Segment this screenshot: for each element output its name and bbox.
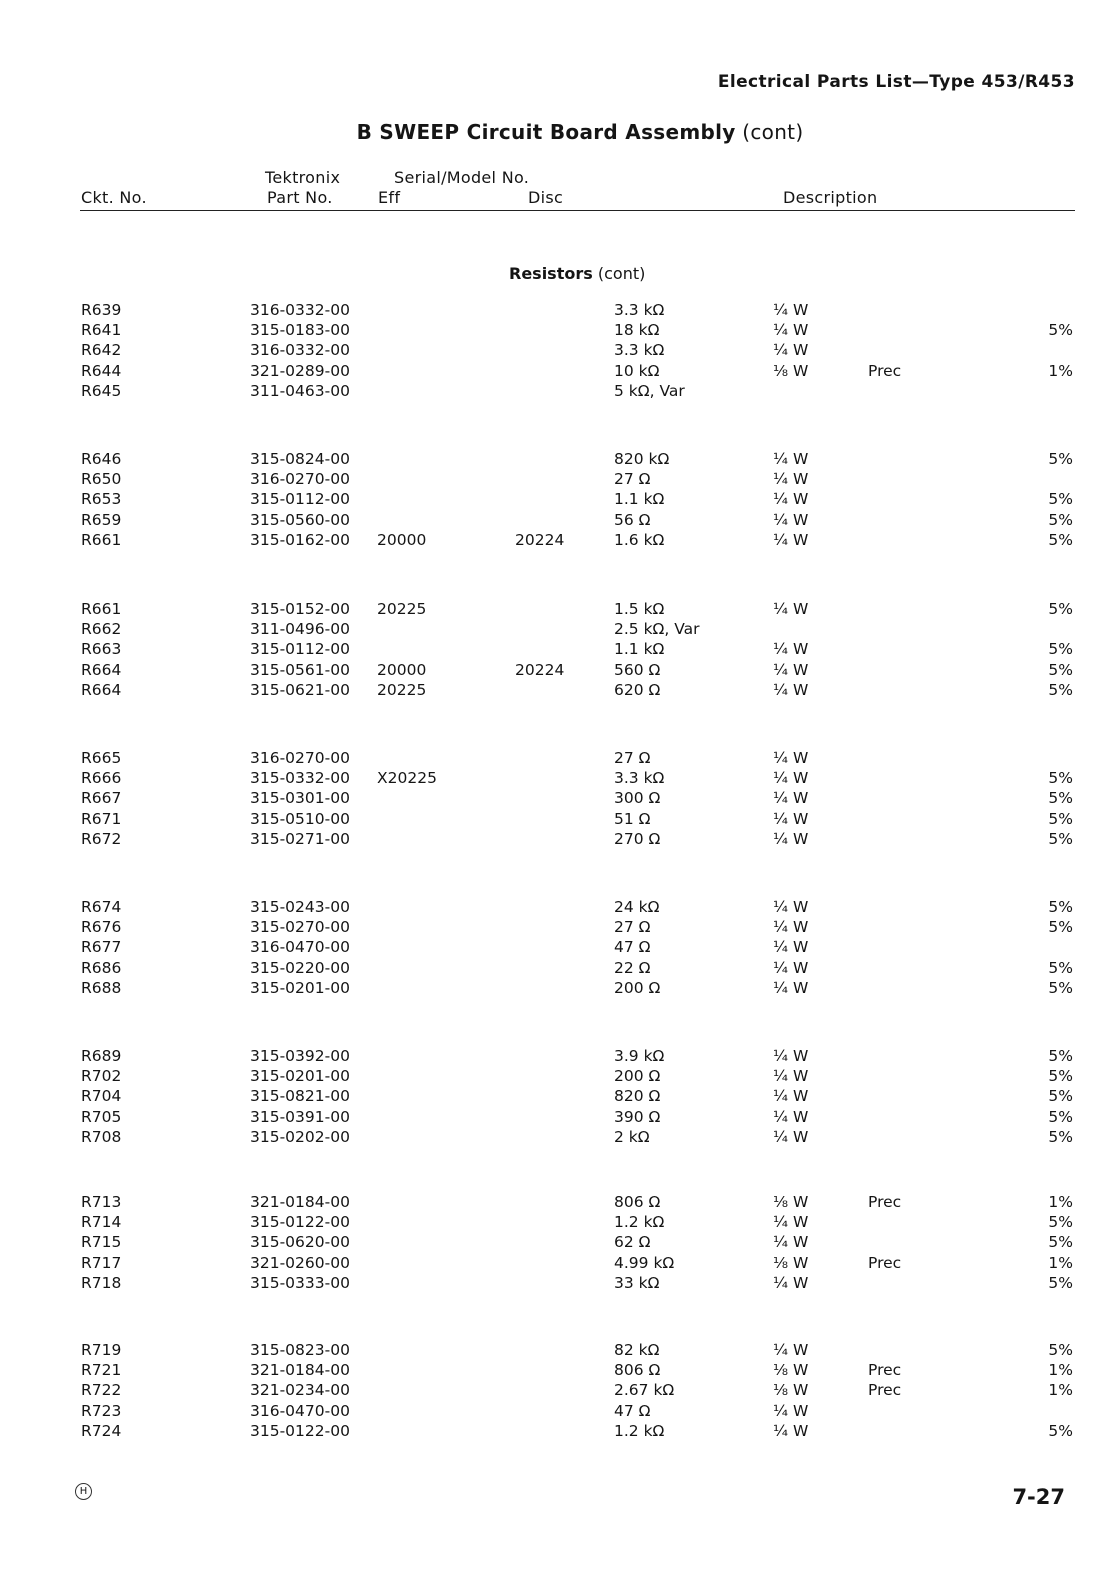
cell-ckt: R714 [81,1213,122,1232]
cell-part: 315-0510-00 [250,809,350,828]
cell-part: 315-0301-00 [250,789,350,808]
cell-part: 315-0112-00 [250,640,350,659]
cell-ckt: R723 [81,1401,122,1420]
cell-watt: ¼ W [773,301,809,319]
cell-ckt: R642 [81,341,122,360]
cell-tol: 1% [1048,1381,1073,1400]
table-row [0,830,1107,850]
table-row [0,789,1107,809]
cell-value: 3.3 kΩ [614,769,665,788]
cell-ckt: R665 [81,749,122,767]
page-number: 7-27 [1012,1485,1065,1509]
cell-watt: ¼ W [773,958,809,977]
cell-prec: Prec [868,1253,902,1272]
cell-watt: ¼ W [773,1421,809,1440]
cell-tol: 5% [1048,490,1073,509]
cell-ckt: R674 [81,898,122,916]
row-group [0,749,1107,850]
cell-part: 315-0821-00 [250,1087,350,1106]
cell-watt: ¼ W [773,789,809,808]
cell-ckt: R650 [81,470,122,489]
cell-watt: ¼ W [773,1273,809,1292]
cell-ckt: R677 [81,938,122,957]
cell-part: 315-0122-00 [250,1213,350,1232]
table-row [0,362,1107,382]
cell-ckt: R653 [81,490,122,509]
cell-ckt: R686 [81,958,122,977]
cell-tol: 5% [1048,958,1073,977]
cell-value: 27 Ω [614,749,651,767]
table-row [0,959,1107,979]
cell-part: 315-0202-00 [250,1127,350,1146]
cell-part: 315-0162-00 [250,530,350,549]
cell-watt: ⅛ W [773,1361,809,1380]
cell-part: 316-0470-00 [250,938,350,957]
table-row [0,1128,1107,1148]
cell-value: 3.3 kΩ [614,301,665,319]
cell-tol: 5% [1048,1107,1073,1126]
table-row [0,1067,1107,1087]
table-row [0,1274,1107,1294]
cell-watt: ¼ W [773,470,809,489]
cell-ckt: R724 [81,1421,122,1440]
cell-value: 51 Ω [614,809,651,828]
cell-value: 1.2 kΩ [614,1213,665,1232]
cell-value: 200 Ω [614,978,661,997]
table-row [0,918,1107,938]
cell-watt: ¼ W [773,1067,809,1086]
cell-part: 321-0184-00 [250,1361,350,1380]
table-row [0,749,1107,769]
table-row [0,1361,1107,1381]
cell-part: 321-0289-00 [250,361,350,380]
cell-part: 315-0824-00 [250,450,350,468]
section-title-main: Resistors [509,264,593,283]
cell-tol: 5% [1048,640,1073,659]
cell-value: 2.67 kΩ [614,1381,675,1400]
cell-tol: 1% [1048,361,1073,380]
cell-tol: 5% [1048,680,1073,699]
cell-part: 315-0560-00 [250,510,350,529]
cell-watt: ⅛ W [773,1381,809,1400]
cell-value: 62 Ω [614,1233,651,1252]
cell-tol: 5% [1048,450,1073,468]
cell-eff: 20225 [377,680,427,699]
cell-ckt: R713 [81,1193,122,1211]
cell-value: 1.1 kΩ [614,490,665,509]
row-group [0,1341,1107,1442]
table-row [0,1233,1107,1253]
cell-ckt: R659 [81,510,122,529]
assembly-title [0,120,1107,144]
section-title [509,264,645,283]
row-group [0,600,1107,701]
cell-tol: 5% [1048,1087,1073,1106]
table-row [0,898,1107,918]
cell-value: 24 kΩ [614,898,660,916]
table-row [0,382,1107,402]
cell-part: 315-0620-00 [250,1233,350,1252]
cell-prec: Prec [868,361,902,380]
cell-ckt: R718 [81,1273,122,1292]
cell-part: 315-0201-00 [250,1067,350,1086]
cell-ckt: R645 [81,381,122,400]
cell-tol: 5% [1048,789,1073,808]
col-head-tektronix: Tektronix [265,168,341,187]
cell-watt: ¼ W [773,1127,809,1146]
cell-ckt: R663 [81,640,122,659]
cell-ckt: R722 [81,1381,122,1400]
cell-part: 315-0823-00 [250,1341,350,1359]
cell-value: 270 Ω [614,829,661,848]
cell-value: 47 Ω [614,1401,651,1420]
cell-part: 315-0333-00 [250,1273,350,1292]
assembly-title-main: B SWEEP Circuit Board Assembly [356,120,736,144]
col-head-serial: Serial/Model No. [394,168,530,187]
cell-ckt: R641 [81,321,122,340]
cell-tol: 5% [1048,1421,1073,1440]
cell-tol: 5% [1048,898,1073,916]
cell-tol: 5% [1048,1127,1073,1146]
cell-tol: 5% [1048,1047,1073,1065]
table-row [0,301,1107,321]
cell-value: 18 kΩ [614,321,660,340]
cell-watt: ¼ W [773,341,809,360]
table-row [0,681,1107,701]
cell-value: 560 Ω [614,660,661,679]
table-row [0,531,1107,551]
cell-watt: ⅛ W [773,361,809,380]
cell-watt: ¼ W [773,918,809,937]
cell-value: 806 Ω [614,1361,661,1380]
cell-watt: ¼ W [773,809,809,828]
cell-watt: ¼ W [773,660,809,679]
table-row [0,1047,1107,1067]
cell-value: 620 Ω [614,680,661,699]
cell-watt: ¼ W [773,829,809,848]
cell-value: 2 kΩ [614,1127,650,1146]
cell-ckt: R719 [81,1341,122,1359]
cell-value: 47 Ω [614,938,651,957]
cell-ckt: R708 [81,1127,122,1146]
header-rule [80,210,1075,211]
cell-tol: 5% [1048,1213,1073,1232]
table-row [0,1213,1107,1233]
cell-watt: ¼ W [773,510,809,529]
cell-ckt: R664 [81,680,122,699]
cell-watt: ¼ W [773,680,809,699]
col-head-disc: Disc [528,188,564,207]
cell-tol: 5% [1048,1341,1073,1359]
row-group [0,450,1107,551]
cell-value: 2.5 kΩ, Var [614,620,700,639]
cell-part: 311-0496-00 [250,620,350,639]
cell-watt: ¼ W [773,450,809,468]
row-group [0,301,1107,402]
cell-ckt: R666 [81,769,122,788]
cell-part: 315-0201-00 [250,978,350,997]
table-row [0,1402,1107,1422]
cell-part: 321-0260-00 [250,1253,350,1272]
cell-tol: 5% [1048,510,1073,529]
cell-eff: X20225 [377,769,437,788]
cell-watt: ¼ W [773,938,809,957]
cell-part: 315-0621-00 [250,680,350,699]
cell-ckt: R676 [81,918,122,937]
table-row [0,1193,1107,1213]
col-head-ckt: Ckt. No. [81,188,147,207]
cell-watt: ⅛ W [773,1253,809,1272]
cell-tol: 5% [1048,1273,1073,1292]
cell-watt: ¼ W [773,1401,809,1420]
cell-watt: ¼ W [773,490,809,509]
row-group [0,898,1107,999]
cell-ckt: R662 [81,620,122,639]
cell-value: 56 Ω [614,510,651,529]
cell-part: 315-0152-00 [250,600,350,618]
cell-part: 316-0332-00 [250,341,350,360]
cell-value: 33 kΩ [614,1273,660,1292]
cell-tol: 5% [1048,978,1073,997]
cell-ckt: R667 [81,789,122,808]
publisher-logo: H [75,1483,92,1500]
cell-value: 200 Ω [614,1067,661,1086]
col-head-partno: Part No. [267,188,333,207]
cell-ckt: R689 [81,1047,122,1065]
cell-ckt: R721 [81,1361,122,1380]
table-row [0,1422,1107,1442]
cell-eff: 20225 [377,600,427,618]
table-row [0,490,1107,510]
cell-part: 315-0271-00 [250,829,350,848]
cell-watt: ¼ W [773,1341,809,1359]
cell-tol: 5% [1048,1067,1073,1086]
table-row [0,620,1107,640]
cell-ckt: R702 [81,1067,122,1086]
cell-tol: 5% [1048,918,1073,937]
table-row [0,1108,1107,1128]
cell-value: 4.99 kΩ [614,1253,675,1272]
cell-part: 315-0183-00 [250,321,350,340]
cell-part: 315-0270-00 [250,918,350,937]
cell-value: 10 kΩ [614,361,660,380]
cell-part: 316-0332-00 [250,301,350,319]
row-group [0,1047,1107,1148]
cell-value: 5 kΩ, Var [614,381,685,400]
cell-part: 315-0392-00 [250,1047,350,1065]
cell-ckt: R705 [81,1107,122,1126]
table-row [0,1087,1107,1107]
cell-part: 316-0270-00 [250,749,350,767]
cell-disc: 20224 [515,660,565,679]
cell-tol: 5% [1048,769,1073,788]
cell-part: 316-0470-00 [250,1401,350,1420]
cell-tol: 1% [1048,1253,1073,1272]
cell-watt: ¼ W [773,321,809,340]
cell-tol: 5% [1048,321,1073,340]
table-row [0,1341,1107,1361]
cell-ckt: R639 [81,301,122,319]
cell-value: 390 Ω [614,1107,661,1126]
document-title: Electrical Parts List—Type 453/R453 [717,72,1075,92]
cell-value: 1.6 kΩ [614,530,665,549]
cell-ckt: R717 [81,1253,122,1272]
cell-ckt: R672 [81,829,122,848]
cell-watt: ¼ W [773,1213,809,1232]
table-row [0,470,1107,490]
cell-watt: ¼ W [773,1233,809,1252]
cell-watt: ¼ W [773,769,809,788]
cell-ckt: R664 [81,660,122,679]
cell-prec: Prec [868,1193,902,1211]
cell-ckt: R661 [81,600,122,618]
cell-tol: 1% [1048,1361,1073,1380]
table-row [0,600,1107,620]
row-group [0,1193,1107,1294]
cell-value: 3.9 kΩ [614,1047,665,1065]
cell-tol: 1% [1048,1193,1073,1211]
cell-tol: 5% [1048,809,1073,828]
cell-watt: ¼ W [773,978,809,997]
table-row [0,450,1107,470]
cell-part: 315-0391-00 [250,1107,350,1126]
cell-part: 315-0332-00 [250,769,350,788]
table-row [0,321,1107,341]
table-row [0,938,1107,958]
cell-eff: 20000 [377,530,427,549]
cell-value: 82 kΩ [614,1341,660,1359]
section-title-suffix: (cont) [597,264,646,283]
table-row [0,769,1107,789]
table-row [0,661,1107,681]
cell-ckt: R715 [81,1233,122,1252]
cell-value: 1.1 kΩ [614,640,665,659]
cell-value: 27 Ω [614,918,651,937]
table-row [0,640,1107,660]
cell-watt: ¼ W [773,749,809,767]
cell-value: 22 Ω [614,958,651,977]
cell-part: 321-0234-00 [250,1381,350,1400]
cell-watt: ¼ W [773,600,809,618]
cell-watt: ⅛ W [773,1193,809,1211]
cell-watt: ¼ W [773,898,809,916]
table-row [0,1381,1107,1401]
cell-value: 806 Ω [614,1193,661,1211]
cell-part: 316-0270-00 [250,470,350,489]
cell-tol: 5% [1048,1233,1073,1252]
cell-part: 311-0463-00 [250,381,350,400]
table-row [0,979,1107,999]
cell-part: 315-0112-00 [250,490,350,509]
assembly-title-suffix: (cont) [742,120,804,144]
cell-prec: Prec [868,1361,902,1380]
cell-watt: ¼ W [773,1107,809,1126]
col-head-description: Description [783,188,878,207]
cell-value: 300 Ω [614,789,661,808]
cell-part: 315-0243-00 [250,898,350,916]
cell-watt: ¼ W [773,1047,809,1065]
cell-value: 1.2 kΩ [614,1421,665,1440]
table-row [0,341,1107,361]
cell-tol: 5% [1048,600,1073,618]
cell-tol: 5% [1048,660,1073,679]
cell-part: 315-0220-00 [250,958,350,977]
cell-ckt: R646 [81,450,122,468]
cell-watt: ¼ W [773,530,809,549]
cell-value: 3.3 kΩ [614,341,665,360]
cell-ckt: R661 [81,530,122,549]
cell-ckt: R644 [81,361,122,380]
cell-value: 820 kΩ [614,450,670,468]
cell-value: 1.5 kΩ [614,600,665,618]
table-row [0,810,1107,830]
cell-watt: ¼ W [773,1087,809,1106]
cell-tol: 5% [1048,530,1073,549]
cell-part: 315-0122-00 [250,1421,350,1440]
cell-part: 321-0184-00 [250,1193,350,1211]
cell-ckt: R704 [81,1087,122,1106]
table-row [0,1254,1107,1274]
cell-prec: Prec [868,1381,902,1400]
cell-eff: 20000 [377,660,427,679]
cell-watt: ¼ W [773,640,809,659]
col-head-eff: Eff [378,188,401,207]
cell-ckt: R688 [81,978,122,997]
cell-value: 820 Ω [614,1087,661,1106]
cell-disc: 20224 [515,530,565,549]
cell-part: 315-0561-00 [250,660,350,679]
table-row [0,511,1107,531]
cell-ckt: R671 [81,809,122,828]
cell-tol: 5% [1048,829,1073,848]
cell-value: 27 Ω [614,470,651,489]
